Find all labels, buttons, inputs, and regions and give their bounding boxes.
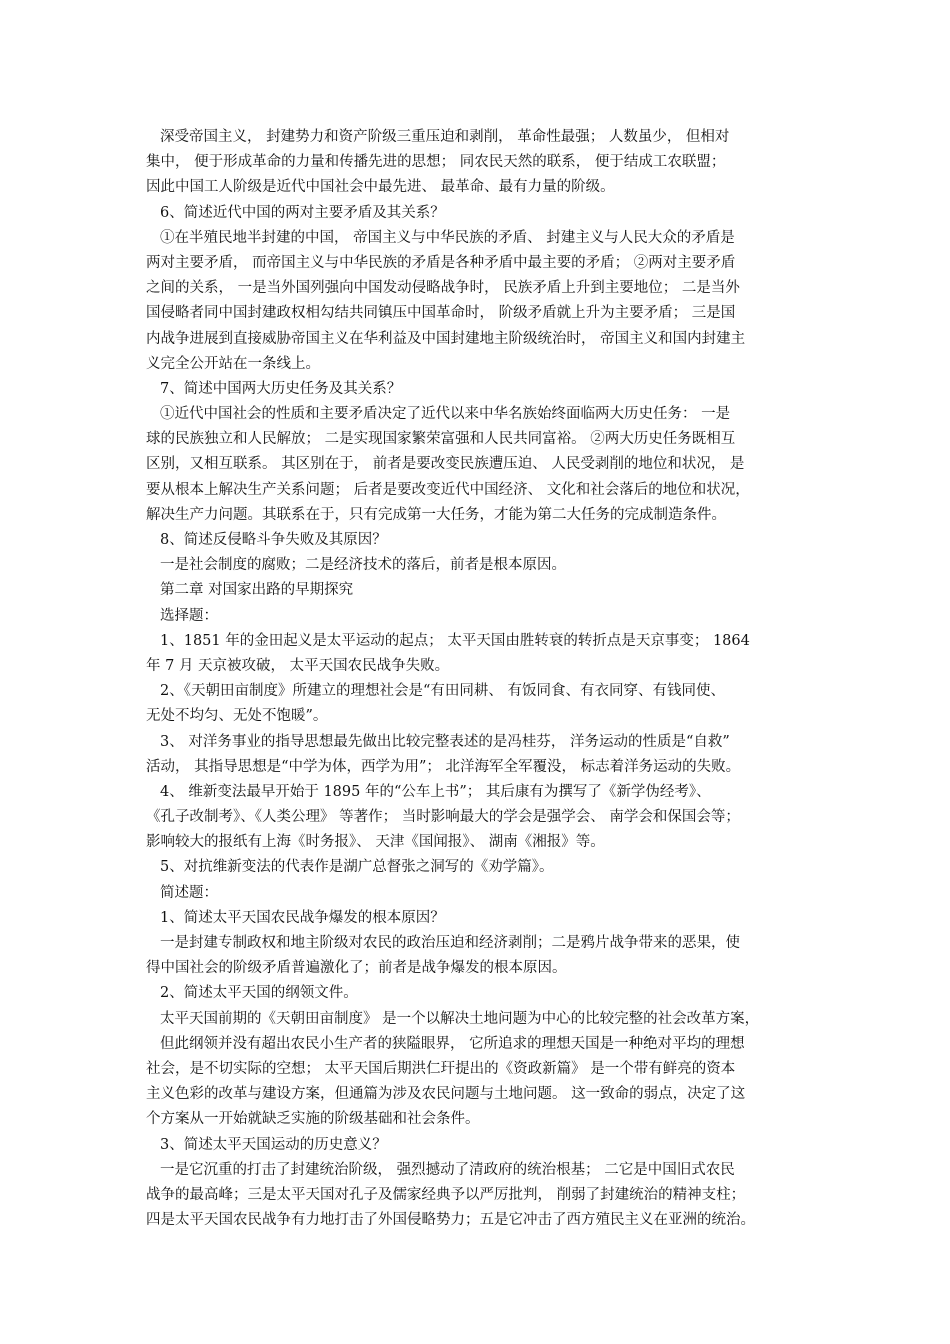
text-line: 一是封建专制政权和地主阶级对农民的政治压迫和经济剥削；二是鸦片战争带来的恶果，使 bbox=[160, 935, 740, 951]
text-line: ①近代中国社会的性质和主要矛盾决定了近代以来中华名族始终面临两大历史任务： 一是 bbox=[160, 406, 731, 423]
text-line: 活动， 其指导思想是“中学为体，西学为用”； 北洋海军全军覆没， 标志着洋务运动的失败。 bbox=[146, 758, 741, 775]
question-heading: 6、简述近代中国的两对主要矛盾及其关系？ bbox=[160, 204, 445, 221]
text-line: 因此中国工人阶级是近代中国社会中最先进、 最革命、最有力量的阶级。 bbox=[146, 179, 615, 196]
text-line: 1、1851 年的金田起义是太平运动的起点； 太平天国由胜转衰的转折点是天京事变； 1864 bbox=[160, 632, 750, 649]
text-line: 影响较大的报纸有上海《时务报》、 天津《国闻报》、 湖南《湘报》等。 bbox=[146, 834, 605, 851]
text-line: 深受帝国主义， 封建势力和资产阶级三重压迫和剥削， 革命性最强； 人数虽少， 但相对 bbox=[160, 129, 730, 145]
text-line: 区别，又相互联系。 其区别在于， 前者是要改变民族遭压迫、 人民受剥削的地位和状况， 是 bbox=[146, 456, 745, 473]
question-heading: 3、简述太平天国运动的历史意义？ bbox=[160, 1136, 387, 1153]
text-line: 一是社会制度的腐败；二是经济技术的落后，前者是根本原因。 bbox=[160, 557, 566, 574]
text-line: 太平天国前期的《天朝田亩制度》 是一个以解决土地问题为中心的比较完整的社会改革方案， bbox=[160, 1010, 760, 1027]
section-heading: 简述题： bbox=[160, 884, 218, 901]
text-line: 集中， 便于形成革命的力量和传播先进的思想； 同农民天然的联系， 便于结成工农联盟； bbox=[146, 154, 726, 171]
text-line: 年 7 月 天京被攻破， 太平天国农民战争失败。 bbox=[146, 657, 450, 674]
text-line: 国侵略者同中国封建政权相勾结共同镇压中国革命时， 阶级矛盾就上升为主要矛盾； 三是国 bbox=[146, 305, 736, 322]
text-line: 3、 对洋务事业的指导思想最先做出比较完整表述的是冯桂芬， 洋务运动的性质是“自救” bbox=[160, 733, 730, 750]
text-line: 要从根本上解决生产关系问题； 后者是要改变近代中国经济、 文化和社会落后的地位和状况， bbox=[146, 481, 750, 498]
text-line: 战争的最高峰；三是太平天国对孔子及儒家经典予以严厉批判， 削弱了封建统治的精神支柱； bbox=[146, 1186, 746, 1203]
text-line: 球的民族独立和人民解放； 二是实现国家繁荣富强和人民共同富裕。 ②两大历史任务既相互 bbox=[146, 431, 736, 448]
text-line: 5、对抗维新变法的代表作是湖广总督张之洞写的《劝学篇》。 bbox=[160, 859, 554, 876]
text-line: 两对主要矛盾， 而帝国主义与中华民族的矛盾是各种矛盾中最主要的矛盾； ②两对主要矛盾 bbox=[146, 254, 736, 271]
text-line: 四是太平天国农民战争有力地打击了外国侵略势力；五是它冲击了西方殖民主义在亚洲的统治。 bbox=[146, 1212, 755, 1229]
text-line: 社会，是不切实际的空想； 太平天国后期洪仁玕提出的《资政新篇》 是一个带有鲜亮的资本 bbox=[146, 1060, 736, 1077]
text-line: 《孔子改制考》、《人类公理》 等著作； 当时影响最大的学会是强学会、 南学会和保国会等； bbox=[146, 809, 740, 826]
text-line: 个方案从一开始就缺乏实施的阶级基础和社会条件。 bbox=[146, 1111, 480, 1128]
text-line: 内战争进展到直接威胁帝国主义在华利益及中国封建地主阶级统治时， 帝国主义和国内封建主 bbox=[146, 330, 746, 347]
question-heading: 7、简述中国两大历史任务及其关系？ bbox=[160, 380, 402, 397]
text-line: 一是它沉重的打击了封建统治阶级， 强烈撼动了清政府的统治根基； 二它是中国旧式农民 bbox=[160, 1161, 735, 1178]
question-heading: 2、简述太平天国的纲领文件。 bbox=[160, 985, 358, 1002]
question-heading: 8、简述反侵略斗争失败及其原因？ bbox=[160, 532, 387, 548]
text-line: ①在半殖民地半封建的中国， 帝国主义与中华民族的矛盾、 封建主义与人民大众的矛盾是 bbox=[160, 229, 735, 246]
text-line: 2、《天朝田亩制度》所建立的理想社会是“有田同耕、 有饭同食、有衣同穿、有钱同使、 bbox=[160, 683, 725, 700]
text-line: 无处不均匀、无处不饱暖”。 bbox=[146, 708, 328, 725]
chapter-heading: 第二章 对国家出路的早期探究 bbox=[160, 582, 354, 599]
text-line: 之间的关系， 一是当外国列强向中国发动侵略战争时， 民族矛盾上升到主要地位； 二是当外 bbox=[146, 280, 740, 297]
section-heading: 选择题： bbox=[160, 607, 218, 624]
text-line: 主义色彩的改革与建设方案，但通篇为涉及农民问题与土地问题。 这一致命的弱点，决定了这 bbox=[146, 1086, 746, 1103]
document-body bbox=[146, 125, 812, 1233]
text-line: 4、 维新变法最早开始于 1895 年的“公车上书”； 其后康有为撰写了《新学伪经考》、 bbox=[160, 783, 711, 800]
text-line: 得中国社会的阶级矛盾普遍激化了；前者是战争爆发的根本原因。 bbox=[146, 960, 567, 977]
text-line: 解决生产力问题。其联系在于，只有完成第一大任务，才能为第二大任务的完成制造条件。 bbox=[146, 506, 726, 523]
question-heading: 1、简述太平天国农民战争爆发的根本原因？ bbox=[160, 909, 445, 926]
text-line: 义完全公开站在一条线上。 bbox=[146, 355, 320, 372]
text-line: 但此纲领并没有超出农民小生产者的狭隘眼界， 它所追求的理想天国是一种绝对平均的理想 bbox=[160, 1035, 745, 1052]
